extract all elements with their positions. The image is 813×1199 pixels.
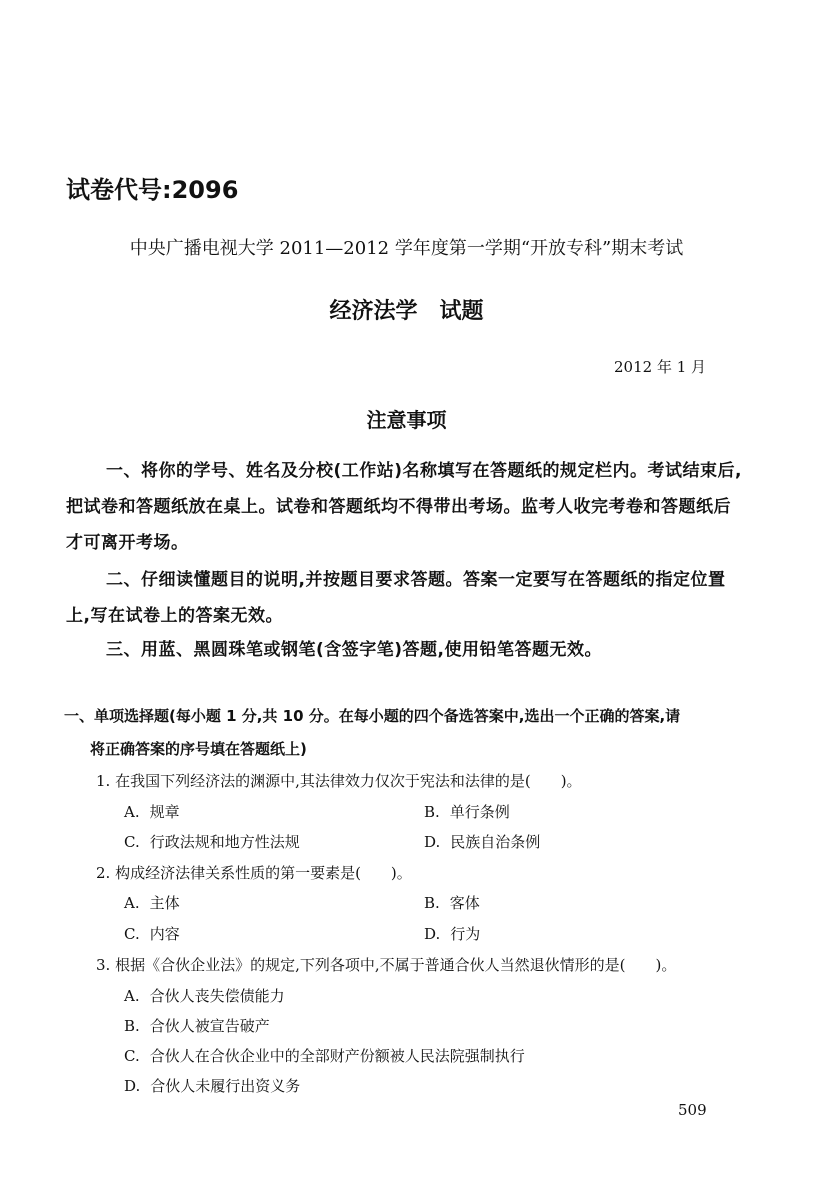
option-key: D. <box>424 925 441 943</box>
option-text: 单行条例 <box>449 803 510 821</box>
option-text: 内容 <box>149 925 180 943</box>
option-text: 合伙人未履行出资义务 <box>150 1077 301 1095</box>
option-text: 合伙人在合伙企业中的全部财产份额被人民法院强制执行 <box>149 1047 525 1065</box>
notice-item-3: 三、用蓝、黑圆珠笔或钢笔(含签字笔)答题,使用铅笔答题无效。 <box>106 640 602 660</box>
option-key: B. <box>424 803 440 821</box>
option-key: A. <box>124 987 140 1005</box>
question-1-stem: 1. 在我国下列经济法的渊源中,其法律效力仅次于宪法和法律的是( )。 <box>96 772 582 790</box>
notice-heading: 注意事项 <box>366 408 447 432</box>
question-1-option-b <box>424 801 510 822</box>
section-1-heading-line-1: 一、单项选择题(每小题 1 分,共 10 分。在每小题的四个备选答案中,选出一个正确的答案,请 <box>64 707 681 725</box>
option-text: 主体 <box>149 894 180 912</box>
notice-item-2: 二、仔细读懂题目的说明,并按题目要求答题。答案一定要写在答题纸的指定位置上,写在试卷上的答案无效。 <box>66 570 726 626</box>
question-3-stem: 3. 根据《合伙企业法》的规定,下列各项中,不属于普通合伙人当然退伙情形的是( )。 <box>96 956 677 974</box>
option-text: 行为 <box>450 925 481 943</box>
question-3-option-b <box>124 1015 270 1036</box>
exam-title: 经济法学 试题 <box>329 299 484 324</box>
option-key: A. <box>124 894 140 912</box>
option-key: C. <box>124 925 140 943</box>
option-text: 行政法规和地方性法规 <box>149 833 300 851</box>
option-key: D. <box>424 833 441 851</box>
question-3-option-d <box>124 1075 300 1096</box>
question-2-option-c <box>124 923 180 944</box>
section-1-heading-line-2: 将正确答案的序号填在答题纸上) <box>90 740 307 758</box>
question-2-option-b <box>424 892 480 913</box>
question-1-option-c <box>124 831 300 852</box>
question-3-option-a <box>124 985 285 1006</box>
university-exam-line: 中央广播电视大学 2011—2012 学年度第一学期“开放专科”期末考试 <box>129 238 684 259</box>
question-3-option-c <box>124 1045 525 1066</box>
option-text: 客体 <box>449 894 480 912</box>
exam-date: 2012 年 1 月 <box>614 358 707 376</box>
option-key: B. <box>424 894 440 912</box>
notice-item-1: 一、将你的学号、姓名及分校(工作站)名称填写在答题纸的规定栏内。考试结束后,把试卷和答题纸放在桌上。试卷和答题纸均不得带出考场。监考人收完考卷和答题纸后才可离开考场。 <box>66 461 742 553</box>
question-1-option-a <box>124 801 180 822</box>
option-key: B. <box>124 1017 140 1035</box>
page-number: 509 <box>678 1101 707 1119</box>
question-2-stem: 2. 构成经济法律关系性质的第一要素是( )。 <box>96 864 412 882</box>
option-text: 合伙人被宣告破产 <box>149 1017 270 1035</box>
option-key: C. <box>124 1047 140 1065</box>
option-text: 规章 <box>149 803 180 821</box>
option-text: 合伙人丧失偿债能力 <box>149 987 285 1005</box>
question-1-option-d <box>424 831 540 852</box>
option-key: C. <box>124 833 140 851</box>
section-1-heading <box>64 700 754 766</box>
question-2-option-d <box>424 923 480 944</box>
question-2-option-a <box>124 892 180 913</box>
option-text: 民族自治条例 <box>450 833 541 851</box>
option-key: A. <box>124 803 140 821</box>
option-key: D. <box>124 1077 141 1095</box>
paper-code: 试卷代号:2096 <box>66 176 239 204</box>
